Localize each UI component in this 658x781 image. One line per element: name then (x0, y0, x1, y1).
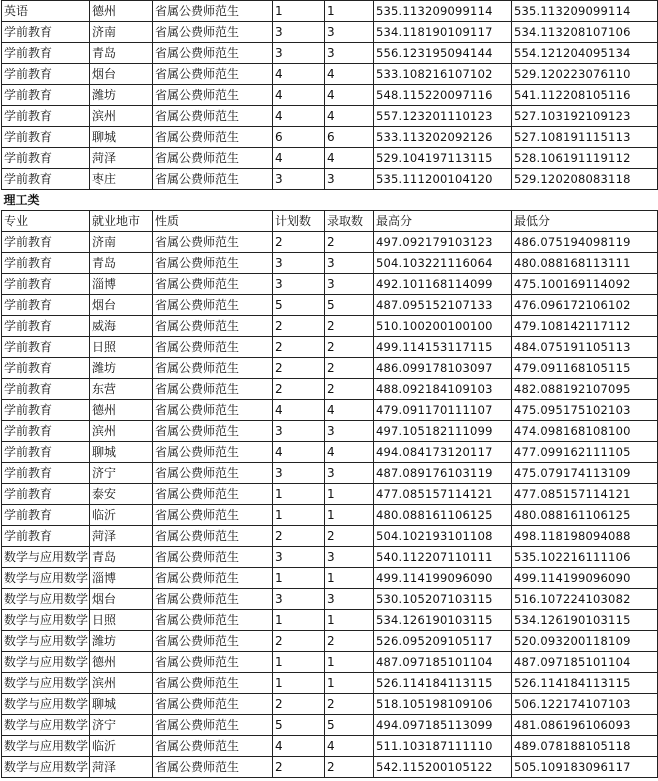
min-score-cell: 476.096172106102 (512, 295, 658, 316)
max-score-cell: 518.105198109106 (374, 694, 512, 715)
table-row (2, 526, 658, 547)
min-score-cell: 534.113208107106 (512, 22, 658, 43)
type-cell: 省属公费师范生 (153, 526, 273, 547)
table-body (2, 1, 658, 778)
table-row (2, 463, 658, 484)
city-cell: 聊城 (90, 442, 153, 463)
table-row (2, 43, 658, 64)
major-cell: 学前教育 (2, 442, 90, 463)
city-cell: 临沂 (90, 736, 153, 757)
city-cell: 日照 (90, 610, 153, 631)
city-cell: 青岛 (90, 43, 153, 64)
city-cell: 济宁 (90, 463, 153, 484)
admitted-count-cell: 3 (325, 274, 374, 295)
city-cell: 青岛 (90, 253, 153, 274)
table-row (2, 547, 658, 568)
type-cell: 省属公费师范生 (153, 274, 273, 295)
type-cell: 省属公费师范生 (153, 253, 273, 274)
max-score-cell: 480.088161106125 (374, 505, 512, 526)
table-row (2, 400, 658, 421)
admitted-count-cell: 5 (325, 295, 374, 316)
max-score-cell: 535.113209099114 (374, 1, 512, 22)
city-cell: 青岛 (90, 547, 153, 568)
max-score-cell: 488.092184109103 (374, 379, 512, 400)
admitted-count-cell: 1 (325, 673, 374, 694)
major-cell: 学前教育 (2, 421, 90, 442)
min-score-cell: 475.095175102103 (512, 400, 658, 421)
admitted-count-cell: 1 (325, 568, 374, 589)
table-row (2, 274, 658, 295)
min-score-cell: 526.114184113115 (512, 673, 658, 694)
major-cell: 学前教育 (2, 148, 90, 169)
admitted-count-cell: 3 (325, 22, 374, 43)
type-cell: 省属公费师范生 (153, 316, 273, 337)
major-cell: 数学与应用数学 (2, 631, 90, 652)
min-score-cell: 527.103192109123 (512, 106, 658, 127)
plan-count-cell: 3 (273, 547, 325, 568)
major-cell: 学前教育 (2, 253, 90, 274)
max-score-cell: 535.111200104120 (374, 169, 512, 190)
plan-count-cell: 4 (273, 442, 325, 463)
type-cell: 省属公费师范生 (153, 463, 273, 484)
table-row (2, 610, 658, 631)
city-cell: 滨州 (90, 673, 153, 694)
type-cell: 省属公费师范生 (153, 589, 273, 610)
min-score-cell: 477.099162111105 (512, 442, 658, 463)
table-row (2, 673, 658, 694)
major-cell: 数学与应用数学 (2, 673, 90, 694)
plan-count-cell: 1 (273, 484, 325, 505)
max-score-cell: 492.101168114099 (374, 274, 512, 295)
table-row (2, 337, 658, 358)
city-cell: 德州 (90, 400, 153, 421)
min-score-cell: 499.114199096090 (512, 568, 658, 589)
type-cell: 省属公费师范生 (153, 379, 273, 400)
plan-count-cell: 1 (273, 1, 325, 22)
type-cell: 省属公费师范生 (153, 400, 273, 421)
max-score-cell: 487.095152107133 (374, 295, 512, 316)
major-cell: 学前教育 (2, 463, 90, 484)
plan-count-cell: 3 (273, 274, 325, 295)
major-cell: 学前教育 (2, 64, 90, 85)
type-cell: 省属公费师范生 (153, 568, 273, 589)
major-cell: 学前教育 (2, 232, 90, 253)
plan-count-cell: 3 (273, 22, 325, 43)
major-cell: 学前教育 (2, 169, 90, 190)
min-score-cell: 535.113209099114 (512, 1, 658, 22)
type-cell: 省属公费师范生 (153, 295, 273, 316)
type-cell: 省属公费师范生 (153, 421, 273, 442)
max-score-cell: 497.105182111099 (374, 421, 512, 442)
city-cell: 东营 (90, 379, 153, 400)
major-cell: 数学与应用数学 (2, 757, 90, 778)
table-row (2, 85, 658, 106)
plan-count-cell: 4 (273, 85, 325, 106)
table-row (2, 484, 658, 505)
plan-count-cell: 1 (273, 610, 325, 631)
max-score-cell: 526.095209105117 (374, 631, 512, 652)
max-score-cell: 533.113202092126 (374, 127, 512, 148)
max-score-cell: 510.100200100100 (374, 316, 512, 337)
type-cell: 省属公费师范生 (153, 22, 273, 43)
type-cell: 省属公费师范生 (153, 610, 273, 631)
major-cell: 学前教育 (2, 85, 90, 106)
max-score-cell: 530.105207103115 (374, 589, 512, 610)
city-cell: 济南 (90, 232, 153, 253)
admitted-count-cell: 4 (325, 148, 374, 169)
admitted-count-cell: 1 (325, 610, 374, 631)
min-score-cell: 480.088168113111 (512, 253, 658, 274)
type-cell: 省属公费师范生 (153, 484, 273, 505)
admitted-count-cell: 5 (325, 715, 374, 736)
admitted-count-cell: 1 (325, 652, 374, 673)
plan-count-cell: 1 (273, 505, 325, 526)
city-cell: 菏泽 (90, 757, 153, 778)
plan-count-cell: 2 (273, 232, 325, 253)
table-row (2, 127, 658, 148)
min-score-cell: 520.093200118109 (512, 631, 658, 652)
city-cell: 淄博 (90, 274, 153, 295)
table-row (2, 505, 658, 526)
city-cell: 烟台 (90, 64, 153, 85)
min-score-cell: 480.088161106125 (512, 505, 658, 526)
max-score-cell: 487.089176103119 (374, 463, 512, 484)
major-cell: 数学与应用数学 (2, 652, 90, 673)
admitted-count-cell: 3 (325, 589, 374, 610)
max-score-cell: 526.114184113115 (374, 673, 512, 694)
city-cell: 烟台 (90, 589, 153, 610)
column-header: 就业地市 (90, 211, 153, 232)
plan-count-cell: 4 (273, 106, 325, 127)
type-cell: 省属公费师范生 (153, 232, 273, 253)
min-score-cell: 498.118198094088 (512, 526, 658, 547)
admitted-count-cell: 3 (325, 421, 374, 442)
city-cell: 淄博 (90, 568, 153, 589)
major-cell: 学前教育 (2, 358, 90, 379)
max-score-cell: 499.114153117115 (374, 337, 512, 358)
max-score-cell: 494.084173120117 (374, 442, 512, 463)
min-score-cell: 489.078188105118 (512, 736, 658, 757)
city-cell: 泰安 (90, 484, 153, 505)
admitted-count-cell: 1 (325, 484, 374, 505)
min-score-cell: 535.102216111106 (512, 547, 658, 568)
plan-count-cell: 4 (273, 64, 325, 85)
city-cell: 德州 (90, 1, 153, 22)
table-row (2, 379, 658, 400)
major-cell: 学前教育 (2, 316, 90, 337)
admitted-count-cell: 4 (325, 442, 374, 463)
plan-count-cell: 4 (273, 400, 325, 421)
type-cell: 省属公费师范生 (153, 505, 273, 526)
city-cell: 枣庄 (90, 169, 153, 190)
table-row (2, 316, 658, 337)
plan-count-cell: 1 (273, 568, 325, 589)
major-cell: 学前教育 (2, 337, 90, 358)
plan-count-cell: 2 (273, 358, 325, 379)
plan-count-cell: 3 (273, 169, 325, 190)
plan-count-cell: 5 (273, 715, 325, 736)
city-cell: 聊城 (90, 127, 153, 148)
major-cell: 学前教育 (2, 505, 90, 526)
max-score-cell: 511.103187111110 (374, 736, 512, 757)
min-score-cell: 516.107224103082 (512, 589, 658, 610)
major-cell: 数学与应用数学 (2, 547, 90, 568)
table-header-row (2, 211, 658, 232)
table-row (2, 589, 658, 610)
min-score-cell: 527.108191115113 (512, 127, 658, 148)
admitted-count-cell: 2 (325, 316, 374, 337)
major-cell: 英语 (2, 1, 90, 22)
admitted-count-cell: 4 (325, 106, 374, 127)
plan-count-cell: 2 (273, 379, 325, 400)
max-score-cell: 542.115200105122 (374, 757, 512, 778)
city-cell: 临沂 (90, 505, 153, 526)
admitted-count-cell: 3 (325, 463, 374, 484)
plan-count-cell: 1 (273, 673, 325, 694)
city-cell: 济南 (90, 22, 153, 43)
table-row (2, 568, 658, 589)
type-cell: 省属公费师范生 (153, 358, 273, 379)
admitted-count-cell: 2 (325, 757, 374, 778)
city-cell: 潍坊 (90, 631, 153, 652)
type-cell: 省属公费师范生 (153, 631, 273, 652)
min-score-cell: 479.091168105115 (512, 358, 658, 379)
plan-count-cell: 4 (273, 148, 325, 169)
max-score-cell: 504.103221116064 (374, 253, 512, 274)
admitted-count-cell: 4 (325, 64, 374, 85)
min-score-cell: 528.106191119112 (512, 148, 658, 169)
city-cell: 济宁 (90, 715, 153, 736)
max-score-cell: 477.085157114121 (374, 484, 512, 505)
min-score-cell: 484.075191105113 (512, 337, 658, 358)
city-cell: 菏泽 (90, 148, 153, 169)
plan-count-cell: 2 (273, 631, 325, 652)
plan-count-cell: 3 (273, 421, 325, 442)
type-cell: 省属公费师范生 (153, 652, 273, 673)
min-score-cell: 479.108142117112 (512, 316, 658, 337)
max-score-cell: 494.097185113099 (374, 715, 512, 736)
min-score-cell: 474.098168108100 (512, 421, 658, 442)
table-row (2, 421, 658, 442)
type-cell: 省属公费师范生 (153, 715, 273, 736)
column-header: 专业 (2, 211, 90, 232)
column-header: 最高分 (374, 211, 512, 232)
major-cell: 学前教育 (2, 43, 90, 64)
table-row (2, 169, 658, 190)
column-header: 性质 (153, 211, 273, 232)
plan-count-cell: 3 (273, 253, 325, 274)
type-cell: 省属公费师范生 (153, 43, 273, 64)
type-cell: 省属公费师范生 (153, 106, 273, 127)
admitted-count-cell: 3 (325, 169, 374, 190)
major-cell: 数学与应用数学 (2, 715, 90, 736)
type-cell: 省属公费师范生 (153, 547, 273, 568)
type-cell: 省属公费师范生 (153, 1, 273, 22)
column-header: 计划数 (273, 211, 325, 232)
admitted-count-cell: 4 (325, 85, 374, 106)
max-score-cell: 534.126190103115 (374, 610, 512, 631)
admitted-count-cell: 2 (325, 631, 374, 652)
table-row (2, 631, 658, 652)
type-cell: 省属公费师范生 (153, 673, 273, 694)
max-score-cell: 499.114199096090 (374, 568, 512, 589)
major-cell: 学前教育 (2, 379, 90, 400)
plan-count-cell: 2 (273, 316, 325, 337)
major-cell: 学前教育 (2, 106, 90, 127)
table-row (2, 295, 658, 316)
plan-count-cell: 3 (273, 589, 325, 610)
min-score-cell: 529.120208083118 (512, 169, 658, 190)
plan-count-cell: 4 (273, 736, 325, 757)
min-score-cell: 481.086196106093 (512, 715, 658, 736)
admitted-count-cell: 3 (325, 547, 374, 568)
city-cell: 威海 (90, 316, 153, 337)
section-title-row (2, 190, 658, 211)
major-cell: 学前教育 (2, 484, 90, 505)
table-row (2, 358, 658, 379)
admitted-count-cell: 2 (325, 694, 374, 715)
plan-count-cell: 6 (273, 127, 325, 148)
min-score-cell: 482.088192107095 (512, 379, 658, 400)
table-row (2, 253, 658, 274)
column-header: 录取数 (325, 211, 374, 232)
major-cell: 学前教育 (2, 295, 90, 316)
max-score-cell: 497.092179103123 (374, 232, 512, 253)
column-header: 最低分 (512, 211, 658, 232)
min-score-cell: 475.079174113109 (512, 463, 658, 484)
major-cell: 学前教育 (2, 22, 90, 43)
min-score-cell: 554.121204095134 (512, 43, 658, 64)
table-row (2, 715, 658, 736)
table-row (2, 232, 658, 253)
admission-scores-table (1, 0, 658, 778)
min-score-cell: 534.126190103115 (512, 610, 658, 631)
plan-count-cell: 2 (273, 337, 325, 358)
plan-count-cell: 2 (273, 526, 325, 547)
admitted-count-cell: 3 (325, 43, 374, 64)
table-row (2, 694, 658, 715)
admitted-count-cell: 1 (325, 1, 374, 22)
admitted-count-cell: 2 (325, 232, 374, 253)
major-cell: 数学与应用数学 (2, 736, 90, 757)
city-cell: 聊城 (90, 694, 153, 715)
max-score-cell: 540.112207110111 (374, 547, 512, 568)
table-row (2, 757, 658, 778)
type-cell: 省属公费师范生 (153, 64, 273, 85)
type-cell: 省属公费师范生 (153, 442, 273, 463)
city-cell: 菏泽 (90, 526, 153, 547)
min-score-cell: 477.085157114121 (512, 484, 658, 505)
max-score-cell: 556.123195094144 (374, 43, 512, 64)
admitted-count-cell: 2 (325, 379, 374, 400)
max-score-cell: 479.091170111107 (374, 400, 512, 421)
section-title: 理工类 (2, 190, 658, 211)
table-row (2, 1, 658, 22)
type-cell: 省属公费师范生 (153, 757, 273, 778)
min-score-cell: 475.100169114092 (512, 274, 658, 295)
min-score-cell: 529.120223076110 (512, 64, 658, 85)
major-cell: 数学与应用数学 (2, 568, 90, 589)
admitted-count-cell: 1 (325, 505, 374, 526)
table-row (2, 22, 658, 43)
max-score-cell: 487.097185101104 (374, 652, 512, 673)
min-score-cell: 506.122174107103 (512, 694, 658, 715)
plan-count-cell: 2 (273, 694, 325, 715)
admitted-count-cell: 6 (325, 127, 374, 148)
admitted-count-cell: 4 (325, 736, 374, 757)
city-cell: 德州 (90, 652, 153, 673)
plan-count-cell: 5 (273, 295, 325, 316)
max-score-cell: 529.104197113115 (374, 148, 512, 169)
type-cell: 省属公费师范生 (153, 85, 273, 106)
major-cell: 数学与应用数学 (2, 589, 90, 610)
admitted-count-cell: 2 (325, 526, 374, 547)
max-score-cell: 533.108216107102 (374, 64, 512, 85)
admitted-count-cell: 2 (325, 358, 374, 379)
plan-count-cell: 3 (273, 463, 325, 484)
admitted-count-cell: 2 (325, 337, 374, 358)
min-score-cell: 541.112208105116 (512, 85, 658, 106)
city-cell: 潍坊 (90, 85, 153, 106)
city-cell: 日照 (90, 337, 153, 358)
max-score-cell: 548.115220097116 (374, 85, 512, 106)
min-score-cell: 487.097185101104 (512, 652, 658, 673)
type-cell: 省属公费师范生 (153, 694, 273, 715)
major-cell: 学前教育 (2, 127, 90, 148)
max-score-cell: 504.102193101108 (374, 526, 512, 547)
plan-count-cell: 3 (273, 43, 325, 64)
major-cell: 数学与应用数学 (2, 610, 90, 631)
table-row (2, 148, 658, 169)
table-row (2, 442, 658, 463)
max-score-cell: 534.118190109117 (374, 22, 512, 43)
city-cell: 滨州 (90, 106, 153, 127)
table-row (2, 64, 658, 85)
city-cell: 潍坊 (90, 358, 153, 379)
type-cell: 省属公费师范生 (153, 148, 273, 169)
major-cell: 学前教育 (2, 400, 90, 421)
plan-count-cell: 1 (273, 652, 325, 673)
admitted-count-cell: 4 (325, 400, 374, 421)
min-score-cell: 505.109183096117 (512, 757, 658, 778)
max-score-cell: 557.123201110123 (374, 106, 512, 127)
min-score-cell: 486.075194098119 (512, 232, 658, 253)
major-cell: 学前教育 (2, 274, 90, 295)
city-cell: 烟台 (90, 295, 153, 316)
major-cell: 学前教育 (2, 526, 90, 547)
type-cell: 省属公费师范生 (153, 736, 273, 757)
max-score-cell: 486.099178103097 (374, 358, 512, 379)
table-row (2, 736, 658, 757)
admitted-count-cell: 3 (325, 253, 374, 274)
plan-count-cell: 2 (273, 757, 325, 778)
table-row (2, 106, 658, 127)
type-cell: 省属公费师范生 (153, 127, 273, 148)
city-cell: 滨州 (90, 421, 153, 442)
major-cell: 数学与应用数学 (2, 694, 90, 715)
table-row (2, 652, 658, 673)
type-cell: 省属公费师范生 (153, 169, 273, 190)
type-cell: 省属公费师范生 (153, 337, 273, 358)
